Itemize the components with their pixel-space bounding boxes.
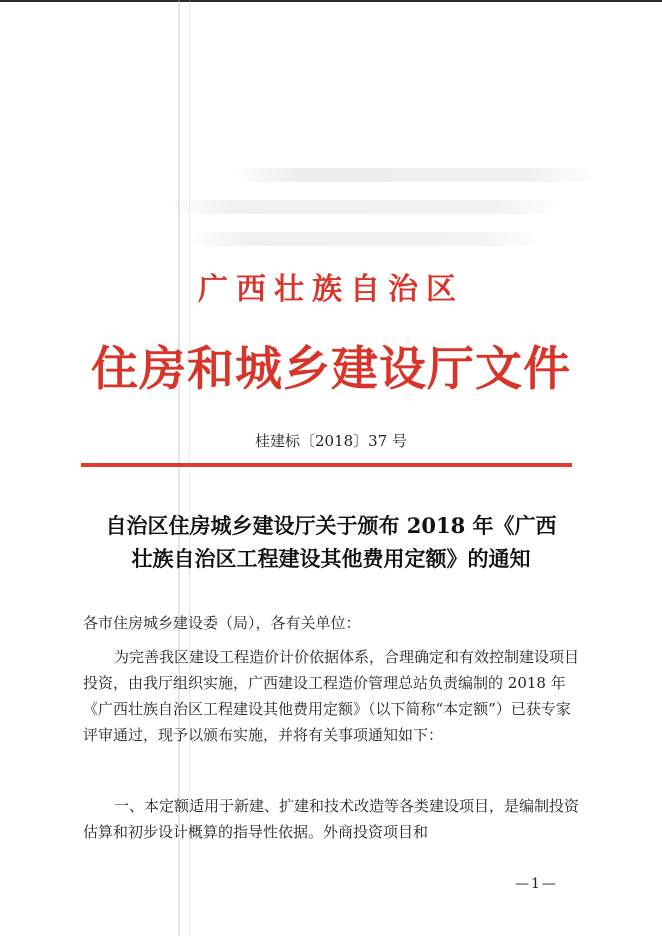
- body-paragraph-1: 为完善我区建设工程造价计价依据体系，合理确定和有效控制建设项目投资，由我厅组织实施，广西建设工程造价管理总站负责编制的 2018 年《广西壮族自治区工程建设其他费用定额》（以下简称“本定额”）已获专家评审通过，现予以颁布实施，并将有关事项通知如下：: [83, 648, 580, 744]
- issuer-region: 广西壮族自治区: [198, 272, 464, 307]
- notice-title-line-2: 壮族自治区工程建设其他费用定额》的通知: [131, 546, 531, 571]
- body-paragraph-2: 一、本定额适用于新建、扩建和技术改造等各类建设项目，是编制投资估算和初步设计概算的指导性依据。外商投资项目和: [83, 797, 580, 841]
- bleed-through-shadow: [0, 200, 662, 214]
- document-number: 桂建标〔2018〕37 号: [254, 432, 408, 450]
- bleed-through-shadow: [0, 232, 662, 246]
- salutation: 各市住房城乡建设委（局），各有关单位：: [83, 614, 361, 632]
- notice-title-line-1: 自治区住房城乡建设厅关于颁布 2018 年《广西: [105, 513, 557, 538]
- bleed-through-shadow: [0, 168, 662, 182]
- page-top-border: [0, 0, 662, 2]
- issuer-department-file: 住房和城乡建设厅文件: [91, 342, 571, 397]
- page-number: —1—: [515, 876, 558, 892]
- red-divider-rule: [81, 463, 572, 467]
